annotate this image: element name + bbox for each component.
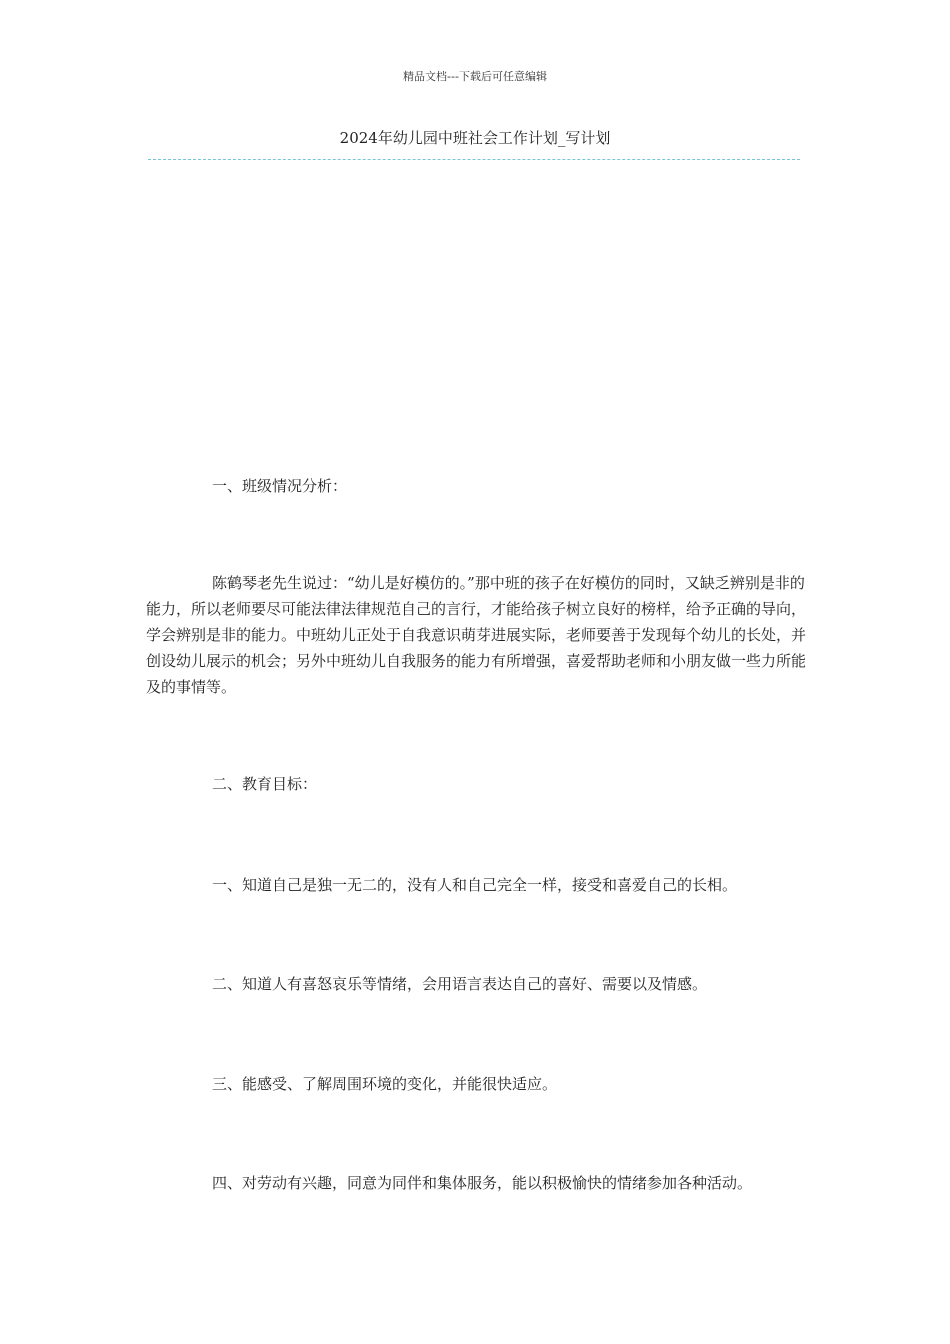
title-divider <box>148 159 800 160</box>
body-paragraph: 陈鹤琴老先生说过：“幼儿是好模仿的。”那中班的孩子在好模仿的同时，又缺乏辨别是非的能力，所以老师要尽可能法律法律规范自己的言行，才能给孩子树立良好的榜样，给予正确的导向，学会辨别是非的能力。中班幼儿正处于自我意识萌芽进展实际，老师要善于发现每个幼儿的长处，并创设幼儿展示的机会；另外中班幼儿自我服务的能力有所增强，喜爱帮助老师和小朋友做一些力所能及的事情等。 <box>146 574 807 696</box>
goal-item-3: 三、能感受、了解周围环境的变化，并能很快适应。 <box>212 1075 558 1093</box>
header-note: 精品文档---下载后可任意编辑 <box>403 70 547 83</box>
section-heading-class-analysis: 一、班级情况分析： <box>212 477 348 495</box>
section-heading-education-goals: 二、教育目标： <box>212 775 318 793</box>
goal-item-1: 一、知道自己是独一无二的，没有人和自己完全一样，接受和喜爱自己的长相。 <box>212 876 738 894</box>
document-title: 2024年幼儿园中班社会工作计划_写计划 <box>339 129 611 147</box>
goal-item-4: 四、对劳动有兴趣，同意为同伴和集体服务，能以积极愉快的情绪参加各种活动。 <box>212 1174 753 1192</box>
goal-item-2: 二、知道人有喜怒哀乐等情绪，会用语言表达自己的喜好、需要以及情感。 <box>212 975 708 993</box>
